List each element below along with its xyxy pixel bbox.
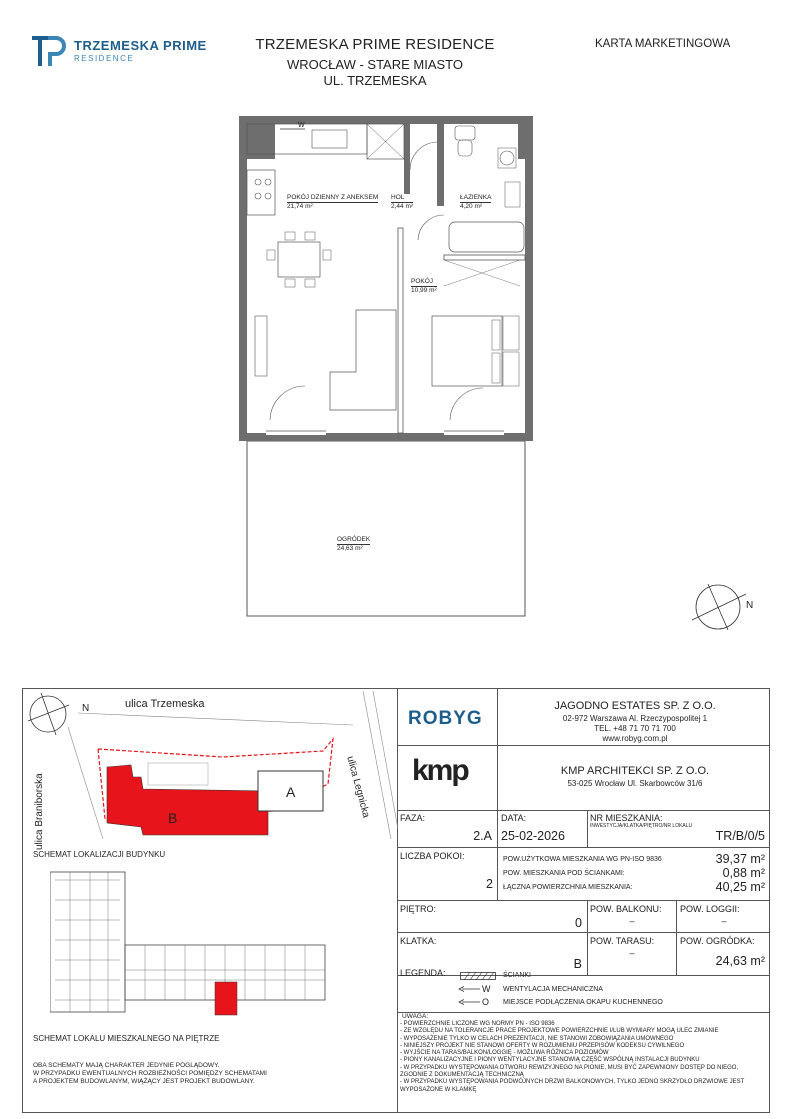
terrace-value: –	[629, 948, 635, 958]
outer-walls	[239, 116, 533, 441]
developer-name: JAGODNO ESTATES SP. Z O.O.	[554, 700, 716, 712]
developer-web[interactable]: www.robyg.com.pl	[602, 734, 668, 743]
area3-value: 40,25 m²	[715, 880, 765, 894]
note-line: - W PRZYPADKU WYSTĘPOWANIA PODWÓJNYCH DRZWI BALKONOWYCH, TYLKO JEDNO SKRZYDŁO DRZWIOWE JEST	[400, 1079, 745, 1086]
data-value: 25-02-2026	[501, 829, 565, 843]
legend-walls: ŚCIANKI	[503, 972, 532, 979]
notes-list	[400, 1021, 765, 1094]
balcony-value: –	[629, 916, 635, 926]
street-right-label: ulica Legnicka	[344, 755, 372, 820]
area2-value: 0,88 m²	[722, 866, 765, 880]
wall-hall-bath	[437, 116, 444, 206]
room-area-living: 21,74 m²	[287, 202, 378, 211]
note-line: ZGODNIE Z DOKUMENTACJĄ TECHNICZNĄ	[400, 1072, 524, 1079]
note-line: - NINIEJSZY PROJEKT NIE STANOWI OFERTY W ROZUMIENIU PRZEPISÓW KODEKSU CYWILNEGO	[400, 1042, 685, 1049]
project-title: TRZEMESKA PRIME RESIDENCE	[255, 36, 495, 53]
room-area-garden: 24,63 m²	[337, 544, 370, 553]
disclaimer-2: W PRZYPADKU EWENTUALNYCH ROZBIEŻNOŚCI POMIĘDZY SCHEMATAMI	[33, 1070, 267, 1077]
logo-title: TRZEMESKA PRIME	[74, 38, 207, 53]
logo-subtitle: RESIDENCE	[74, 54, 135, 63]
data-label: DATA:	[501, 813, 527, 823]
room-name-room: POKÓJ	[411, 278, 434, 285]
site-plan	[23, 689, 398, 839]
architect-name: KMP ARCHITEKCI SP. Z O.O.	[560, 765, 710, 777]
legend-label: LEGENDA:	[400, 968, 446, 978]
legend-o-code: O	[482, 997, 490, 1007]
room-label-bath	[459, 194, 492, 211]
area3-label: ŁĄCZNA POWIERZCHNIA MIESZKANIA:	[503, 884, 633, 891]
wall-kitchen-hall	[404, 116, 410, 194]
building-b-label: B	[168, 810, 178, 826]
plan-compass-mark: N	[746, 600, 754, 611]
arrow-icon	[458, 986, 480, 992]
legend-w-code: W	[482, 984, 491, 994]
developer-address: 02-972 Warszawa Al. Rzeczypospolitej 1	[562, 714, 708, 723]
city-subtitle: WROCŁAW - STARE MIASTO	[287, 57, 463, 72]
vent-mark: W	[298, 122, 305, 129]
room-area-room: 10,99 m²	[411, 287, 437, 294]
nr-value: TR/B/0/5	[715, 829, 765, 843]
nr-label: NR MIESZKANIA:	[590, 813, 663, 823]
arrow-icon	[458, 999, 480, 1005]
site-compass-mark: N	[82, 703, 90, 714]
garden-value: 24,63 m²	[715, 954, 765, 968]
floor-label: PIĘTRO:	[400, 904, 437, 914]
note-line: - POWIERZCHNIE LICZONE WG NORMY PN - ISO 9836	[400, 1021, 555, 1027]
note-line: - PIONY KANALIZACYJNE I PIONY WENTYLACYJNE STANOWIĄ CZĘŚĆ WSPÓLNĄ INSTALACJI BUDYNKU	[400, 1057, 700, 1064]
disclaimer-1: OBA SCHEMATY MAJĄ CHARAKTER JEDYNIE POGLĄDOWY.	[33, 1062, 220, 1069]
area2-label: POW. MIESZKANIA POD ŚCIANKAMI:	[503, 870, 625, 877]
garden-label: POW. OGRÓDKA:	[680, 936, 755, 946]
room-name-garden: OGRÓDEK	[337, 536, 371, 543]
note-line: - ZE WZGLĘDU NA TOLERANCJE PRACE PROJEKTOWE POWIERZCHNIE I/LUB WYMIARY MOGĄ ULEC ZMIANIE	[400, 1028, 719, 1035]
room-area-bath: 4,20 m²	[460, 202, 491, 211]
kmp-logo: kmp	[412, 754, 468, 787]
rooms-label: LICZBA POKOI:	[400, 851, 465, 861]
room-label-garden	[336, 536, 371, 553]
legend-w-text: WENTYLACJA MECHANICZNA	[503, 986, 603, 993]
balcony-label: POW. BALKONU:	[590, 904, 662, 914]
building-a-label: A	[286, 784, 296, 800]
note-line: WYPOSAŻONE W KLAMKĘ	[400, 1086, 477, 1093]
wall-bath-room	[444, 255, 525, 260]
loggia-value: –	[721, 916, 727, 926]
garden-area	[247, 441, 525, 616]
disclaimer-3: A PROJEKTEM BUDOWLANYM, WIĄŻĄCY JEST PROJEKT BUDOWLANY.	[33, 1078, 255, 1085]
room-name-bath: ŁAZIENKA	[460, 194, 492, 201]
rooms-value: 2	[486, 877, 493, 891]
floor-key-plan	[50, 870, 350, 1020]
room-name-hall: HOL	[391, 194, 405, 201]
legend-o-text: MIEJSCE PODŁĄCZENIA OKAPU KUCHENNEGO	[503, 999, 663, 1006]
robyg-logo: ROBYG	[408, 708, 483, 729]
caption-floor: SCHEMAT LOKALU MIESZKALNEGO NA PIĘTRZE	[33, 1034, 220, 1043]
wall-living-room	[398, 228, 403, 433]
street-subtitle: UL. TRZEMESKA	[323, 73, 427, 88]
faza-value: 2.A	[473, 829, 492, 843]
room-name-living: POKÓJ DZIENNY Z ANEKSEM	[287, 194, 379, 201]
architect-address: 53-025 Wrocław Ul. Skarbowców 31/6	[567, 779, 703, 788]
note-line: - W PRZYPADKU WYSTĘPOWANIA OTWORU REWIZYJNEGO NA PIONIE, MUSI BYĆ ZAPEWNIONY DOSTĘP DO NIEGO,	[400, 1064, 739, 1071]
street-left-label: ulica Braniborska	[34, 773, 45, 850]
floor-value: 0	[575, 916, 582, 930]
terrace-label: POW. TARASU:	[590, 936, 655, 946]
caption-location: SCHEMAT LOKALIZACJI BUDYNKU	[33, 850, 166, 859]
area1-value: 39,37 m²	[715, 852, 765, 866]
marketing-card-label: KARTA MARKETINGOWA	[595, 38, 731, 50]
nr-sub: INWESTYCJA/KLATKA/PIĘTRO/NR LOKALU	[590, 823, 693, 829]
faza-label: FAZA:	[400, 813, 426, 823]
room-area-hall: 2,44 m²	[391, 203, 414, 210]
room-label-room	[410, 278, 438, 295]
developer-phone: TEL. +48 71 70 71 700	[594, 724, 676, 733]
notes-title: UWAGA:	[402, 1013, 429, 1020]
stair-value: B	[573, 957, 582, 971]
room-label-living	[286, 194, 379, 211]
note-line: - WYJŚCIE NA TARAS/BALKON/LOGGIĘ - MOŻLIWA RÓŻNICA POZIOMÓW	[400, 1050, 609, 1057]
room-label-hall	[390, 194, 414, 211]
area1-label: POW.UŻYTKOWA MIESZKANIA WG PN-ISO 9836	[503, 856, 662, 863]
stair-label: KLATKA:	[400, 936, 437, 946]
street-top-label: ulica Trzemeska	[125, 698, 205, 710]
hatch-icon	[460, 972, 496, 980]
note-line: - WYPOSAŻENIE TYLKO W CELACH PREZENTACJI, NIE STANOWI ZOBOWIĄZANIA UMOWNEGO	[400, 1035, 674, 1042]
loggia-label: POW. LOGGII:	[680, 904, 740, 914]
